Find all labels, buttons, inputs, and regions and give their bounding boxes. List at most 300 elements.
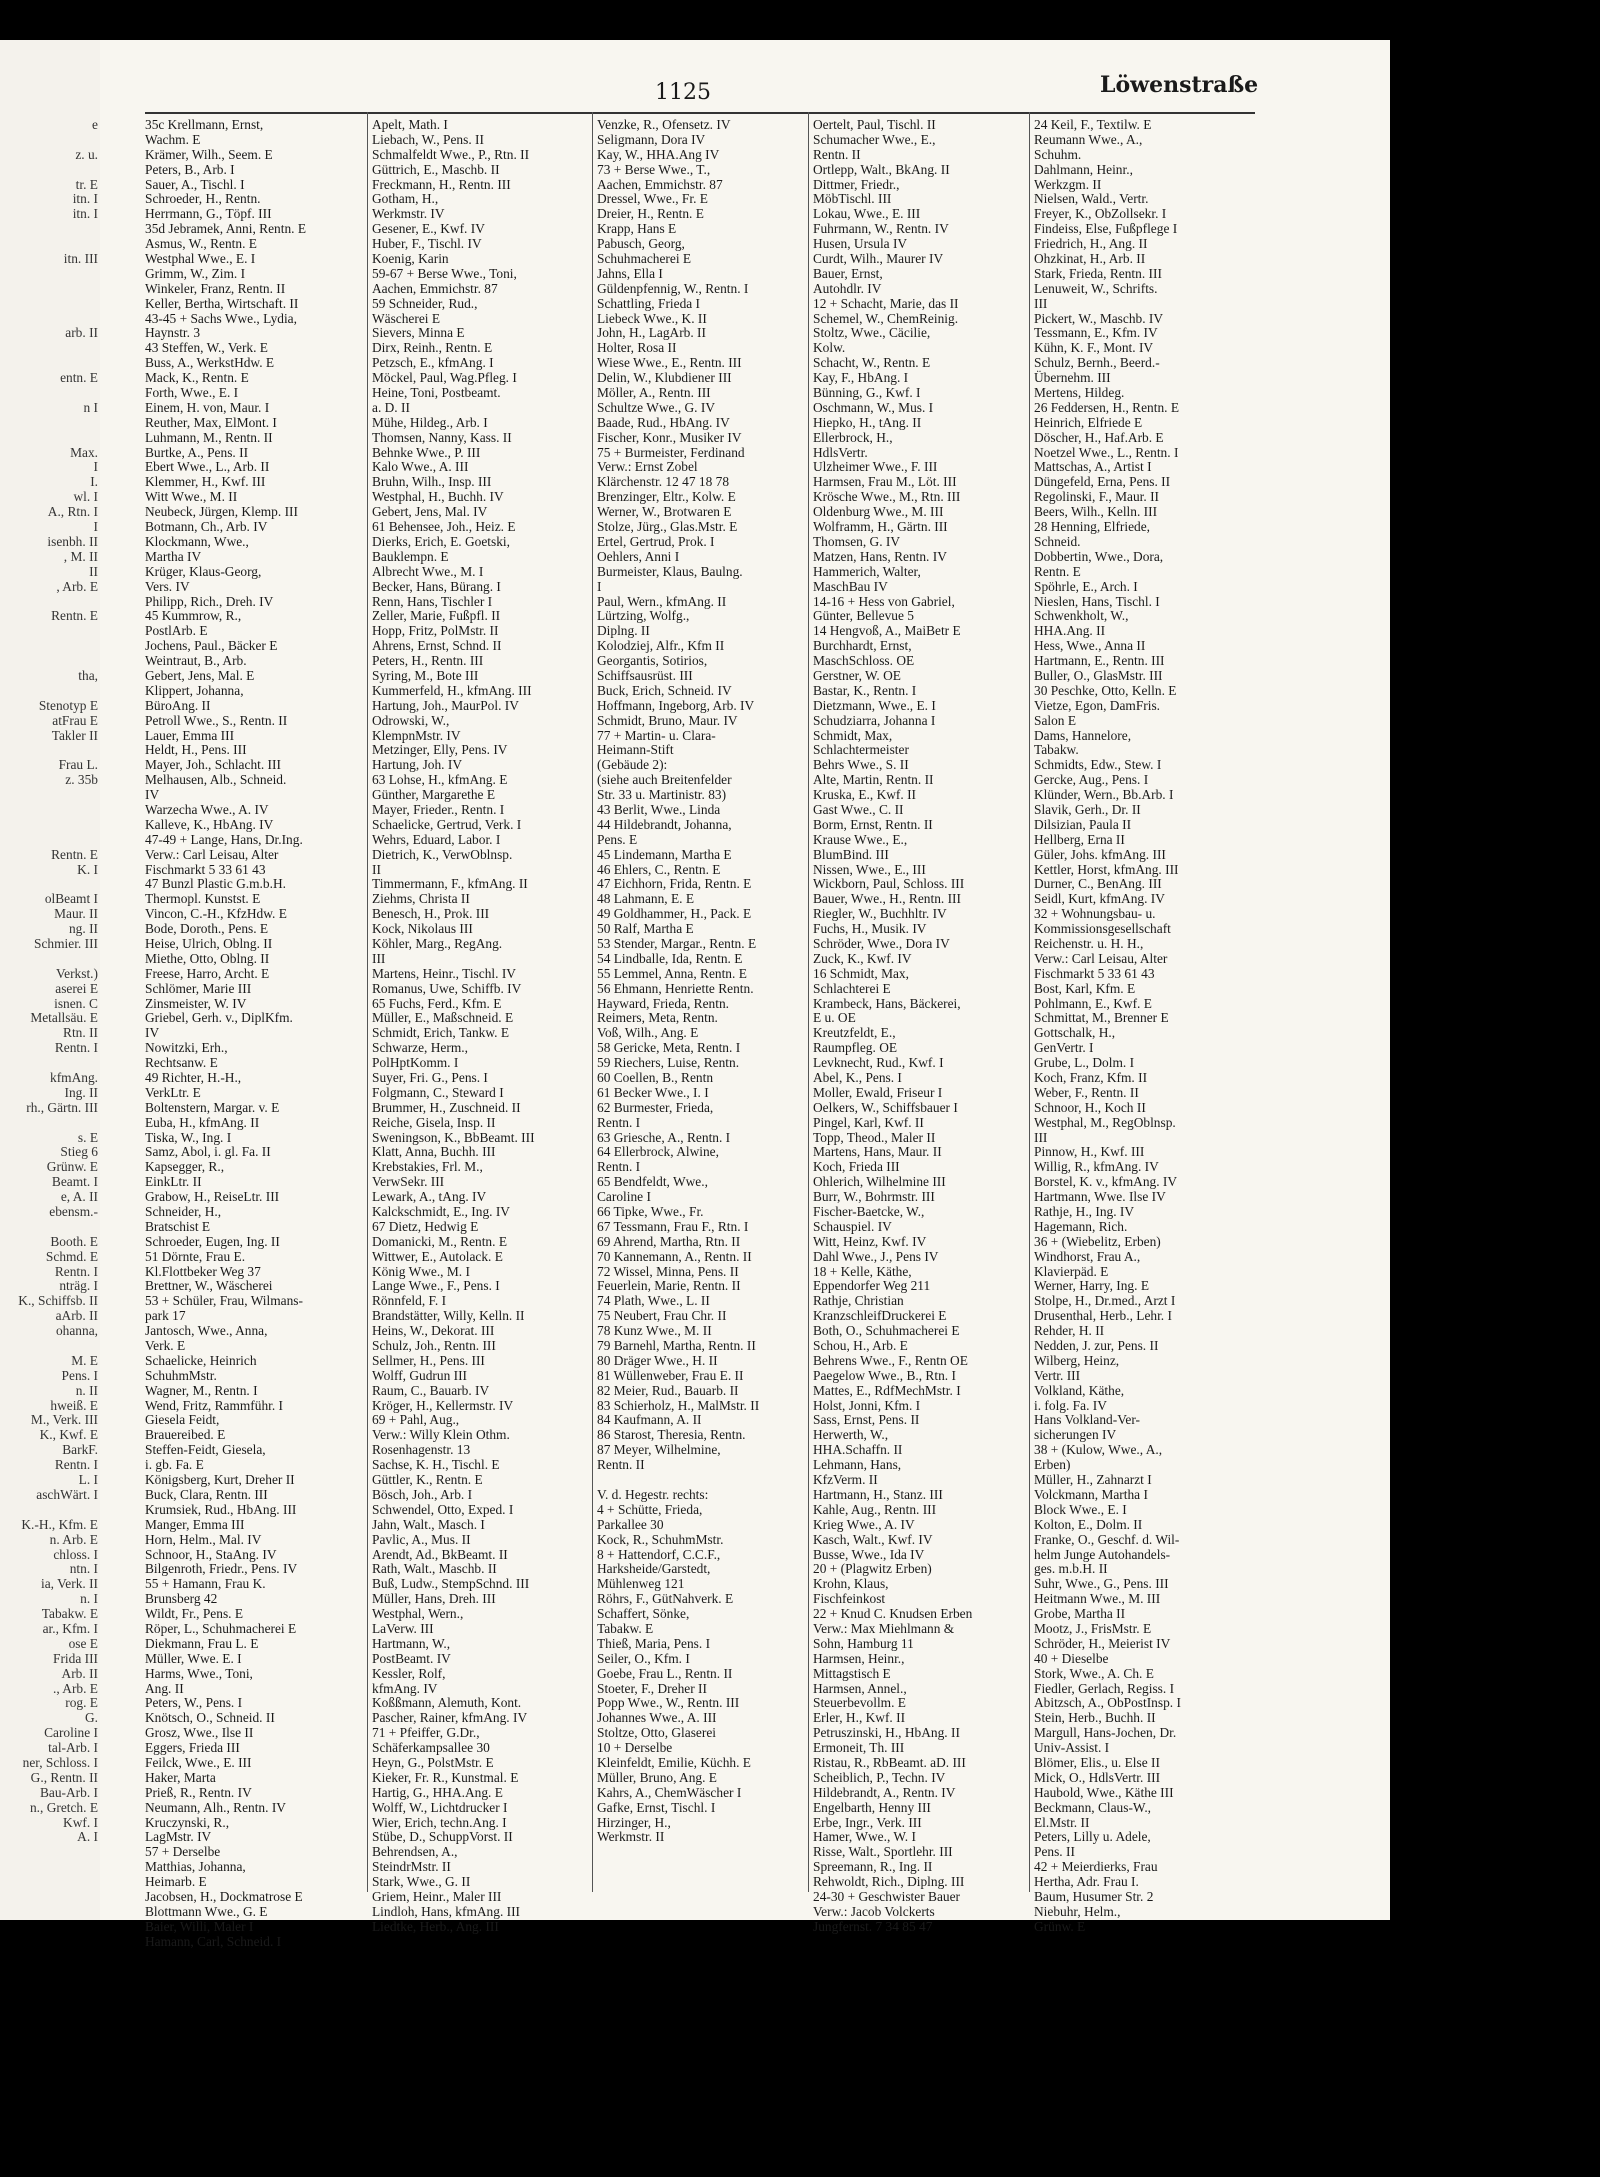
directory-entry-line: Miethe, Otto, Oblng. II xyxy=(145,950,270,966)
directory-entry-line: 47 Bunzl Plastic G.m.b.H. xyxy=(145,876,286,892)
directory-entry-line: Westphal, M., RegOblnsp. xyxy=(1034,1114,1176,1130)
directory-entry-line: Gebert, Jens, Mal. E xyxy=(145,667,255,683)
directory-entry-line: Weber, F., Rentn. II xyxy=(1034,1084,1139,1100)
directory-entry-line: Stübe, D., SchuppVorst. II xyxy=(372,1829,513,1845)
left-fragment-line: Max. xyxy=(70,444,98,460)
directory-entry-line: Seidl, Kurt, kfmAng. IV xyxy=(1034,891,1165,907)
directory-entry-line: GenVertr. I xyxy=(1034,1040,1094,1056)
left-fragment-line xyxy=(0,1056,98,1071)
directory-entry-line: Slavik, Gerh., Dr. II xyxy=(1034,801,1141,817)
directory-entry-line: 32 + Wohnungsbau- u. xyxy=(1034,906,1156,922)
directory-entry-line: Dams, Hannelore, xyxy=(1034,727,1132,743)
directory-entry-line: Bratschist E xyxy=(145,1218,211,1234)
directory-entry-line: Melhausen, Alb., Schneid. xyxy=(145,772,287,788)
directory-entry-line: Werner, Harry, Ing. E xyxy=(1034,1278,1150,1294)
directory-entry-line: Kahle, Aug., Rentn. III xyxy=(813,1501,937,1517)
directory-entry-line: Kock, R., SchuhmMstr. xyxy=(597,1531,724,1547)
directory-entry-line: Witt, Heinz, Kwf. IV xyxy=(813,1233,927,1249)
directory-entry-line: Suhr, Wwe., G., Pens. III xyxy=(1034,1576,1169,1592)
directory-entry-line: Wolff, Gudrun III xyxy=(372,1367,467,1383)
directory-entry-line: Petruszinski, H., HbAng. II xyxy=(813,1725,960,1741)
left-fragment-line: aschWärt. I xyxy=(36,1486,98,1502)
directory-entry-line: Rentn. II xyxy=(813,146,861,162)
directory-entry-line: Verw.: Carl Leisau, Alter xyxy=(145,846,279,862)
directory-entry-line: Grabow, H., ReiseLtr. III xyxy=(145,1189,280,1205)
directory-entry-line: Krapp, Hans E xyxy=(597,221,677,237)
directory-entry-line: Kalo Wwe., A. III xyxy=(372,459,469,475)
directory-entry-line: Pohlmann, E., Kwf. E xyxy=(1034,995,1152,1011)
directory-entry-line: Suyer, Fri. G., Pens. I xyxy=(372,1070,488,1085)
directory-entry-line: Oehlers, Anni I xyxy=(597,548,680,564)
directory-entry-line: III xyxy=(1034,1129,1048,1145)
directory-entry-line: Forth, Wwe., E. I xyxy=(145,385,239,401)
directory-entry-line: 81 Wüllenweber, Frau E. II xyxy=(597,1367,744,1383)
directory-entry-line: Hoffmann, Ingeborg, Arb. IV xyxy=(597,697,755,713)
directory-entry-line: Metzinger, Elly, Pens. IV xyxy=(372,742,508,758)
left-fragment-line: G., Rentn. II xyxy=(30,1769,98,1785)
directory-entry-line: 10 + Derselbe xyxy=(597,1740,673,1756)
left-fragment-line xyxy=(0,654,98,669)
directory-entry-line: Schneider, H., xyxy=(145,1204,222,1220)
directory-entry-line: Dressel, Wwe., Fr. E xyxy=(597,191,708,207)
directory-entry-line: Wilberg, Heinz, xyxy=(1034,1352,1120,1368)
directory-entry-line: Wiese Wwe., E., Rentn. III xyxy=(597,355,742,371)
directory-entry-line: Dietzmann, Wwe., E. I xyxy=(813,697,936,713)
directory-entry-line: Ziehms, Christa II xyxy=(372,891,470,907)
left-fragment-line xyxy=(0,237,98,252)
directory-entry-line: Witt Wwe., M. II xyxy=(145,489,238,505)
directory-entry-line: Sellmer, H., Pens. III xyxy=(372,1352,485,1368)
left-fragment-line: M., Verk. III xyxy=(30,1412,98,1428)
directory-entry-line: 57 + Derselbe xyxy=(145,1844,221,1860)
directory-entry-line: MöbTischl. III xyxy=(813,191,892,207)
directory-entry-line: BlumBind. III xyxy=(813,846,889,862)
directory-entry-line: 63 Griesche, A., Rentn. I xyxy=(597,1129,731,1145)
directory-entry-line: Curdt, Wilh., Maurer IV xyxy=(813,251,944,267)
directory-entry-line: Str. 33 u. Martinistr. 83) xyxy=(597,787,727,803)
left-fragment-line xyxy=(0,788,98,803)
directory-entry-line: 38 + (Kulow, Wwe., A., xyxy=(1034,1442,1163,1458)
directory-entry-line: Hartmann, Wwe. Ilse IV xyxy=(1034,1189,1166,1205)
directory-entry-line: III xyxy=(1034,295,1048,311)
directory-entry-line: 47 Eichhorn, Frida, Rentn. E xyxy=(597,876,752,892)
directory-entry-line: Schmidt, Max, xyxy=(813,727,893,743)
directory-entry-line: Ahrens, Ernst, Schnd. II xyxy=(372,638,502,654)
directory-entry-line: Hartung, Joh., MaurPol. IV xyxy=(372,697,519,713)
directory-entry-line: Buss, A., WerkstHdw. E xyxy=(145,355,275,371)
directory-entry-line: Dirx, Reinh., Rentn. E xyxy=(372,340,493,356)
left-fragment-line xyxy=(0,743,98,758)
directory-entry-line: Schäferkampsallee 30 xyxy=(372,1740,490,1756)
column-divider xyxy=(1029,112,1030,1892)
directory-entry-line: Dittmer, Friedr., xyxy=(813,176,900,192)
directory-entry-line: Erbe, Ingr., Verk. III xyxy=(813,1814,922,1830)
directory-entry-line: Düngefeld, Erna, Pens. II xyxy=(1034,474,1171,490)
directory-entry-line: Fischfeinkost xyxy=(813,1591,886,1607)
directory-entry-line: Möller, A., Rentn. III xyxy=(597,385,711,401)
directory-entry-line: Klärchenstr. 12 47 18 78 xyxy=(597,474,730,490)
directory-entry-line: Nielsen, Wald., Vertr. xyxy=(1034,191,1149,207)
left-fragment-line: Rtn. II xyxy=(63,1025,98,1041)
directory-entry-line: Boltenstern, Margar. v. E xyxy=(145,1099,280,1115)
directory-entry-line: Mack, K., Rentn. E xyxy=(145,370,249,386)
directory-entry-line: Bost, Karl, Kfm. E xyxy=(1034,980,1136,996)
directory-entry-line: Ohzkinat, H., Arb. II xyxy=(1034,251,1146,267)
left-fragment-line: tr. E xyxy=(75,176,98,192)
directory-entry-line: Oschmann, W., Mus. I xyxy=(813,399,934,415)
directory-entry-line: 43 Steffen, W., Verk. E xyxy=(145,340,268,356)
directory-entry-line: LagMstr. IV xyxy=(145,1829,212,1845)
directory-entry-line: Thermopl. Kunstst. E xyxy=(145,891,261,907)
directory-entry-line: Schwarze, Herm., xyxy=(372,1040,468,1056)
directory-entry-line: Abitzsch, A., ObPostInsp. I xyxy=(1034,1695,1181,1711)
directory-entry-line: Borstel, K. v., kfmAng. IV xyxy=(1034,1174,1178,1190)
directory-entry-line: Beers, Wilh., Kelln. III xyxy=(1034,504,1158,520)
directory-entry-line: 35c Krellmann, Ernst, xyxy=(145,118,264,132)
directory-entry-line: Sass, Ernst, Pens. II xyxy=(813,1412,920,1428)
left-fragment-line: n., Gretch. E xyxy=(29,1799,98,1815)
directory-entry-line: Burtke, A., Pens. II xyxy=(145,444,249,460)
left-fragment-line xyxy=(0,595,98,610)
directory-entry-line: 46 Ehlers, C., Rentn. E xyxy=(597,861,721,877)
directory-entry-line: Schattling, Frieda I xyxy=(597,295,701,311)
directory-entry-line: Heimarb. E xyxy=(145,1874,207,1890)
directory-entry-line: Euba, H., kfmAng. II xyxy=(145,1114,260,1130)
directory-entry-line: Lindloh, Hans, kfmAng. III xyxy=(372,1903,521,1919)
directory-entry-line: Kalckschmidt, E., Ing. IV xyxy=(372,1204,510,1220)
directory-entry-line: IV xyxy=(145,1025,160,1041)
directory-entry-line: 65 Fuchs, Ferd., Kfm. E xyxy=(372,995,502,1011)
directory-entry-line: Lauer, Emma III xyxy=(145,727,235,743)
directory-entry-line: Feuerlein, Marie, Rentn. II xyxy=(597,1278,741,1294)
directory-entry-line: Regolinski, F., Maur. II xyxy=(1034,489,1160,505)
directory-entry-line: Baier, Willi, Maler I xyxy=(145,1918,254,1934)
left-fragment-line xyxy=(0,877,98,892)
directory-entry-line: Kalleve, K., HbAng. IV xyxy=(145,816,274,832)
directory-entry-line: Ertel, Gertrud, Prok. I xyxy=(597,533,715,549)
directory-entry-line: 80 Dräger Wwe., H. II xyxy=(597,1352,718,1368)
directory-entry-line: 28 Henning, Elfriede, xyxy=(1034,519,1151,535)
directory-entry-line: PostlArb. E xyxy=(145,623,208,639)
directory-entry-line: Pascher, Rainer, kfmAng. IV xyxy=(372,1710,528,1726)
directory-entry-line: Schiffsausrüst. III xyxy=(597,667,693,683)
directory-entry-line: Kummerfeld, H., kfmAng. III xyxy=(372,682,532,698)
directory-entry-line: Schmidts, Edw., Stew. I xyxy=(1034,757,1162,773)
directory-entry-line: Werner, W., Brotwaren E xyxy=(597,504,732,520)
directory-entry-line: Busse, Wwe., Ida IV xyxy=(813,1546,925,1562)
directory-entry-line: Baum, Husumer Str. 2 xyxy=(1034,1888,1154,1904)
directory-entry-line: Delin, W., Klubdiener III xyxy=(597,370,732,386)
directory-entry-line: Schmittat, M., Brenner E xyxy=(1034,1010,1169,1026)
directory-entry-line: Wildt, Fr., Pens. E xyxy=(145,1606,244,1622)
directory-entry-line: Wend, Fritz, Rammführ. I xyxy=(145,1397,284,1413)
left-fragment-line: itn. I xyxy=(72,206,98,222)
directory-entry-line: VerwSekr. III xyxy=(372,1174,445,1190)
directory-entry-line: Topp, Theod., Maler II xyxy=(813,1129,936,1145)
directory-entry-line: E u. OE xyxy=(813,1010,856,1026)
directory-entry-line: Hirzinger, H., xyxy=(597,1814,671,1830)
directory-entry-line: Schaffert, Sönke, xyxy=(597,1606,690,1622)
left-fragment-line: e xyxy=(92,118,98,132)
directory-entry-line: Heise, Ulrich, Oblng. II xyxy=(145,935,273,951)
left-fragment-line xyxy=(0,341,98,356)
directory-entry-line: Freese, Harro, Archt. E xyxy=(145,965,270,981)
left-fragment-line xyxy=(0,431,98,446)
directory-entry-line: 67 Dietz, Hedwig E xyxy=(372,1218,479,1234)
directory-entry-line: Findeiss, Else, Fußpflege I xyxy=(1034,221,1178,237)
directory-entry-line: Werkmstr. IV xyxy=(372,206,445,222)
directory-entry-line: Kühn, K. F., Mont. IV xyxy=(1034,340,1154,356)
column-divider xyxy=(808,112,809,1892)
directory-entry-line: Fischer, Konr., Musiker IV xyxy=(597,429,742,445)
directory-entry-line xyxy=(597,1473,806,1488)
directory-entry-line: 18 + Kelle, Käthe, xyxy=(813,1263,912,1279)
left-fragment-line: Booth. E xyxy=(50,1233,98,1249)
directory-entry-line: Stolze, Jürg., Glas.Mstr. E xyxy=(597,519,738,535)
directory-entry-line: Dobbertin, Wwe., Dora, xyxy=(1034,548,1164,564)
directory-entry-line: Asmus, W., Rentn. E xyxy=(145,236,257,252)
directory-entry-line: Rentn. II xyxy=(597,1457,645,1473)
directory-entry-line: Zinsmeister, W. IV xyxy=(145,995,247,1011)
left-fragment-line: ner, Schloss. I xyxy=(22,1754,98,1770)
directory-entry-line: Behrs Wwe., S. II xyxy=(813,757,909,773)
directory-entry-line: Röper, L., Schuhmacherei E xyxy=(145,1620,297,1636)
directory-entry-line: Hellberg, Erna II xyxy=(1034,831,1125,847)
directory-entry-line: Zeller, Marie, Fußpfl. II xyxy=(372,608,501,624)
directory-entry-line: KranzschleifDruckerei E xyxy=(813,1308,947,1324)
directory-entry-line: Hiepko, H., tAng. II xyxy=(813,414,922,430)
directory-entry-line: (Gebäude 2): xyxy=(597,757,668,773)
directory-entry-line: SteindrMstr. II xyxy=(372,1859,451,1875)
directory-entry-line: Kay, F., HbAng. I xyxy=(813,370,909,386)
left-fragment-line: tal-Arb. I xyxy=(48,1740,98,1756)
left-fragment-line: BarkF. xyxy=(62,1442,98,1458)
left-fragment-line: ng. II xyxy=(68,921,98,937)
left-fragment-line: ose E xyxy=(68,1635,98,1651)
directory-entry-line: Köhler, Marg., RegAng. xyxy=(372,935,503,951)
directory-entry-line: Fischmarkt 5 33 61 43 xyxy=(145,861,266,877)
directory-entry-line: Venzke, R., Ofensetz. IV xyxy=(597,118,731,132)
directory-entry-line: 59-67 + Berse Wwe., Toni, xyxy=(372,265,517,281)
directory-entry-line: Hamer, Wwe., W. I xyxy=(813,1829,916,1845)
directory-entry-line: Syring, M., Bote III xyxy=(372,667,479,683)
directory-entry-line: Odrowski, W., xyxy=(372,712,450,728)
directory-entry-line: Rehder, H. II xyxy=(1034,1323,1105,1339)
directory-entry-line: Verw.: Jacob Volckerts xyxy=(813,1903,935,1919)
directory-entry-line: Hess, Wwe., Anna II xyxy=(1034,638,1146,654)
page-number: 1125 xyxy=(655,80,711,105)
left-fragment-line: Rentn. I xyxy=(54,1263,98,1279)
directory-entry-line: MaschSchloss. OE xyxy=(813,653,915,669)
directory-entry-line: Lehmann, Hans, xyxy=(813,1457,902,1473)
directory-entry-line: 66 Tipke, Wwe., Fr. xyxy=(597,1204,704,1220)
left-fragment-line: olBeamt I xyxy=(44,891,98,907)
left-fragment-line: M. E xyxy=(71,1352,98,1368)
directory-entry-line: Reiche, Gisela, Insp. II xyxy=(372,1114,496,1130)
directory-entry-line: 36 + (Wiebelitz, Erben) xyxy=(1034,1233,1161,1249)
directory-entry-line: Martha IV xyxy=(145,548,202,564)
directory-entry-line: PolHptKomm. I xyxy=(372,1055,459,1071)
directory-entry-line: Steffen-Feidt, Giesela, xyxy=(145,1442,266,1458)
directory-entry-line: Hagemann, Rich. xyxy=(1034,1218,1128,1234)
directory-entry-line: 74 Plath, Wwe., L. II xyxy=(597,1293,710,1309)
directory-entry-line: Margull, Hans-Jochen, Dr. xyxy=(1034,1725,1177,1741)
directory-entry-line: Hamann, Carl, Schneid. I xyxy=(145,1933,282,1949)
directory-entry-line: LaVerw. III xyxy=(372,1620,434,1636)
directory-entry-line: Freckmann, H., Rentn. III xyxy=(372,176,511,192)
directory-entry-line: Beckmann, Claus-W., xyxy=(1034,1799,1152,1815)
directory-entry-line: Verw.: Carl Leisau, Alter xyxy=(1034,950,1168,966)
directory-entry-line: MaschBau IV xyxy=(813,578,888,594)
directory-entry-line: V. d. Hegestr. rechts: xyxy=(597,1486,709,1502)
directory-entry-line: Schmalfeldt Wwe., P., Rtn. II xyxy=(372,146,530,162)
left-fragment-line: K., Schiffsb. II xyxy=(18,1293,98,1309)
directory-entry-line: Vietze, Egon, DamFris. xyxy=(1034,697,1161,713)
directory-entry-line: VerkLtr. E xyxy=(145,1084,201,1100)
directory-entry-line: Becker, Hans, Bürang. I xyxy=(372,578,501,594)
directory-entry-line: Ebert Wwe., L., Arb. II xyxy=(145,459,270,475)
left-fragment-line xyxy=(0,416,98,431)
directory-entry-line: Stolpe, H., Dr.med., Arzt I xyxy=(1034,1293,1176,1309)
directory-entry-line: Schlachterei E xyxy=(813,980,891,996)
directory-entry-line: Lange Wwe., F., Pens. I xyxy=(372,1278,500,1294)
directory-column-2 xyxy=(372,118,590,1935)
left-fragment-line: entn. E xyxy=(60,370,98,386)
directory-entry-line: Kahrs, A., ChemWäscher I xyxy=(597,1784,742,1800)
directory-entry-line: Buß, Ludw., StempSchnd. III xyxy=(372,1576,530,1592)
left-fragment-line xyxy=(0,952,98,967)
directory-entry-line: 62 Burmester, Frieda, xyxy=(597,1099,714,1115)
directory-entry-line: 47-49 + Lange, Hans, Dr.Ing. xyxy=(145,831,303,847)
directory-entry-line: Domanicki, M., Rentn. E xyxy=(372,1233,508,1249)
directory-entry-line: Jahn, Walt., Masch. I xyxy=(372,1516,485,1532)
left-fragment-line: K. I xyxy=(77,861,98,877)
directory-entry-line: 24 Keil, F., Textilw. E xyxy=(1034,118,1152,132)
directory-entry-line: HdlsVertr. xyxy=(813,444,868,460)
directory-entry-line: Rentn. I xyxy=(597,1159,641,1175)
directory-entry-line: Holter, Rosa II xyxy=(597,340,677,356)
left-fragment-line xyxy=(0,312,98,327)
left-fragment-line: Bau-Arb. I xyxy=(39,1784,98,1800)
directory-entry-line: Pinnow, H., Kwf. III xyxy=(1034,1144,1145,1160)
directory-entry-line: Schroeder, H., Rentn. xyxy=(145,191,261,207)
directory-entry-line: Mittagstisch E xyxy=(813,1665,891,1681)
directory-entry-line: Güldenpfennig, W., Rentn. I xyxy=(597,280,749,296)
directory-entry-line: Engelbarth, Henny III xyxy=(813,1799,931,1815)
directory-entry-line: 77 + Martin- u. Clara- xyxy=(597,727,716,743)
directory-entry-line: Werkzgm. II xyxy=(1034,176,1102,192)
directory-entry-line: Rosenhagenstr. 13 xyxy=(372,1442,471,1458)
directory-entry-line: Univ-Assist. I xyxy=(1034,1740,1110,1756)
directory-entry-line: Nissen, Wwe., E., III xyxy=(813,861,926,877)
directory-column-4 xyxy=(813,118,1027,1935)
directory-entry-line: Stein, Herb., Buchh. II xyxy=(1034,1710,1156,1726)
directory-entry-line: Alte, Martin, Rentn. II xyxy=(813,772,934,788)
left-fragment-line: tha, xyxy=(78,667,98,683)
left-fragment-line: z. 35b xyxy=(65,772,98,788)
column-divider xyxy=(367,112,368,1892)
left-fragment-line: Frida III xyxy=(53,1650,98,1666)
directory-entry-line: Samz, Abol, i. gl. Fa. II xyxy=(145,1144,271,1160)
directory-entry-line: Fiedler, Gerlach, Regiss. I xyxy=(1034,1680,1175,1696)
directory-entry-line: Grobe, Martha II xyxy=(1034,1606,1126,1622)
directory-entry-line: Brummer, H., Zuschneid. II xyxy=(372,1099,521,1115)
directory-entry-line: 20 + (Plagwitz Erben) xyxy=(813,1561,932,1577)
directory-entry-line: Tabakw. xyxy=(1034,742,1079,758)
directory-entry-line: Burr, W., Bohrmstr. III xyxy=(813,1189,935,1205)
directory-entry-line: Stoltze, Otto, Glaserei xyxy=(597,1725,716,1741)
directory-entry-line: Matthias, Johanna, xyxy=(145,1859,246,1875)
directory-entry-line: HHA.Ang. II xyxy=(1034,623,1106,639)
directory-entry-line: Nedden, J. zur, Pens. II xyxy=(1034,1338,1159,1354)
directory-entry-line: Verk. E xyxy=(145,1338,186,1354)
directory-entry-line: Dierks, Erich, E. Goetski, xyxy=(372,533,510,549)
directory-entry-line: Oldenburg Wwe., M. III xyxy=(813,504,944,520)
left-fragment-line: isnen. C xyxy=(54,995,98,1011)
left-fragment-line: I xyxy=(93,519,98,535)
directory-entry-line: 84 Kaufmann, A. II xyxy=(597,1412,702,1428)
directory-entry-line: Romanus, Uwe, Schiffb. IV xyxy=(372,980,522,996)
directory-column-1 xyxy=(145,118,365,1950)
directory-entry-line: 8 + Hattendorf, C.C.F., xyxy=(597,1546,721,1562)
left-fragment-line: ntn. I xyxy=(69,1561,98,1577)
directory-entry-line: John, H., LagArb. II xyxy=(597,325,706,341)
directory-entry-line: Liedtke, Herb., Ang. III xyxy=(372,1918,499,1934)
directory-entry-line: Mayer, Frieder., Rentn. I xyxy=(372,801,505,817)
directory-entry-line: 87 Meyer, Wilhelmine, xyxy=(597,1442,721,1458)
left-fragment-line: L. I xyxy=(78,1472,98,1488)
directory-entry-line: Burmeister, Klaus, Baulng. xyxy=(597,563,743,579)
directory-entry-line: Drusenthal, Herb., Lehr. I xyxy=(1034,1308,1172,1324)
directory-entry-line: Herrmann, G., Töpf. III xyxy=(145,206,272,222)
directory-entry-line: Schwenkholt, W., xyxy=(1034,608,1129,624)
directory-entry-line: Tiska, W., Ing. I xyxy=(145,1129,232,1145)
directory-entry-line: Windhorst, Frau A., xyxy=(1034,1248,1141,1264)
directory-entry-line: 69 Ahrend, Martha, Rtn. II xyxy=(597,1233,741,1249)
directory-entry-line: Seiler, O., Kfm. I xyxy=(597,1650,690,1666)
left-fragment-line: ar., Kfm. I xyxy=(42,1620,98,1636)
directory-entry-line: 14 Hengvoß, A., MaiBetr E xyxy=(813,623,961,639)
left-fragment-line: hweiß. E xyxy=(50,1397,98,1413)
directory-entry-line: 30 Peschke, Otto, Kelln. E xyxy=(1034,682,1177,698)
directory-entry-line: Steuerbevollm. E xyxy=(813,1695,906,1711)
directory-entry-line: Griebel, Gerh. v., DiplKfm. xyxy=(145,1010,293,1026)
directory-entry-line: Kettler, Horst, kfmAng. III xyxy=(1034,861,1179,877)
directory-entry-line: Schmidt, Erich, Tankw. E xyxy=(372,1025,510,1041)
directory-entry-line: Popp Wwe., W., Rentn. III xyxy=(597,1695,740,1711)
directory-entry-line: Wehrs, Eduard, Labor. I xyxy=(372,831,501,847)
directory-entry-line: Schudziarra, Johanna I xyxy=(813,712,936,728)
directory-entry-line: Güttler, K., Rentn. E xyxy=(372,1472,483,1488)
directory-entry-line: Franke, O., Geschf. d. Wil- xyxy=(1034,1531,1180,1547)
directory-entry-line: Schnoor, H., StaAng. IV xyxy=(145,1546,277,1562)
directory-entry-line: Peters, Lilly u. Adele, xyxy=(1034,1829,1151,1845)
directory-entry-line: Prieß, R., Rentn. IV xyxy=(145,1784,252,1800)
directory-entry-line: König Wwe., M. I xyxy=(372,1263,470,1279)
directory-entry-line: Klippert, Johanna, xyxy=(145,682,244,698)
directory-entry-line: 22 + Knud C. Knudsen Erben xyxy=(813,1606,973,1622)
left-fragment-line: itn. I xyxy=(72,191,98,207)
directory-entry-line: 82 Meier, Rud., Bauarb. II xyxy=(597,1382,739,1398)
directory-entry-line: Dilsizian, Paula II xyxy=(1034,816,1132,832)
directory-entry-line: Krambeck, Hans, Bäckerei, xyxy=(813,995,961,1011)
left-fragment-line: Beamt. I xyxy=(51,1174,98,1190)
directory-entry-line: Pingel, Karl, Kwf. II xyxy=(813,1114,924,1130)
directory-entry-line: Tessmann, E., Kfm. IV xyxy=(1034,325,1158,341)
directory-entry-line: Kruska, E., Kwf. II xyxy=(813,787,917,803)
directory-entry-line: Warzecha Wwe., A. IV xyxy=(145,801,269,817)
directory-entry-line: Schlachtermeister xyxy=(813,742,909,758)
